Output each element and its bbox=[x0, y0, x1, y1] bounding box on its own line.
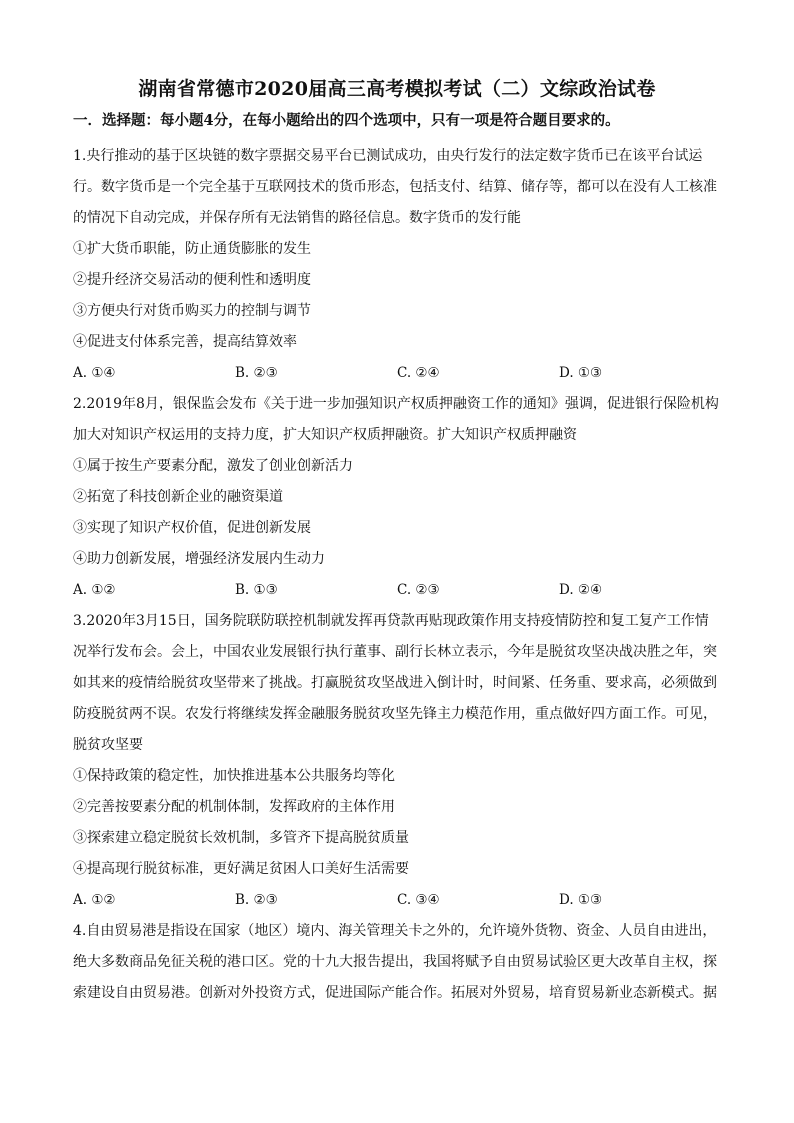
choice-a: A. ①② bbox=[73, 582, 116, 598]
choice-b: B. ①③ bbox=[235, 582, 278, 598]
statement-option: ③方便央行对货币购买力的控制与调节 bbox=[73, 303, 311, 319]
exam-page bbox=[73, 76, 721, 1009]
question-text-line: 4.自由贸易港是指设在国家（地区）境内、海关管理关卡之外的，允许境外货物、资金、人员自由进出， bbox=[73, 923, 717, 939]
question-text-line: 如其来的疫情给脱贫攻坚带来了挑战。打赢脱贫攻坚战进入倒计时，时间紧、任务重、要求高，必须做到 bbox=[73, 675, 717, 691]
statement-option: ④提高现行脱贫标准，更好满足贫困人口美好生活需要 bbox=[73, 861, 409, 877]
statement-option: ①扩大货币职能，防止通货膨胀的发生 bbox=[73, 241, 311, 257]
choice-d: D. ②④ bbox=[559, 582, 603, 598]
choice-a: A. ①② bbox=[73, 892, 116, 908]
question-2 bbox=[73, 389, 721, 606]
question-1 bbox=[73, 141, 721, 389]
section-heading: 一．选择题：每小题4分，在每小题给出的四个选项中，只有一项是符合题目要求的。 bbox=[73, 112, 620, 129]
question-text-line: 索建设自由贸易港。创新对外投资方式，促进国际产能合作。拓展对外贸易，培育贸易新业态新模式。据 bbox=[73, 985, 717, 1001]
choice-c: C. ②④ bbox=[397, 365, 440, 381]
answer-choices bbox=[73, 885, 721, 916]
statement-option: ②提升经济交易活动的便利性和透明度 bbox=[73, 272, 311, 288]
choice-d: D. ①③ bbox=[559, 365, 603, 381]
choice-c: C. ③④ bbox=[397, 892, 440, 908]
choice-d: D. ①③ bbox=[559, 892, 603, 908]
statement-option: ①属于按生产要素分配，激发了创业创新活力 bbox=[73, 458, 353, 474]
question-text-line: 行。数字货币是一个完全基于互联网技术的货币形态，包括支付、结算、储存等，都可以在没有人工核准 bbox=[73, 179, 717, 195]
statement-option: ③探索建立稳定脱贫长效机制，多管齐下提高脱贫质量 bbox=[73, 830, 409, 846]
choice-b: B. ②③ bbox=[235, 365, 278, 381]
question-text-line: 的情况下自动完成，并保存所有无法销售的路径信息。数字货币的发行能 bbox=[73, 210, 521, 226]
question-text-line: 加大对知识产权运用的支持力度，扩大知识产权质押融资。扩大知识产权质押融资 bbox=[73, 427, 577, 443]
statement-option: ②拓宽了科技创新企业的融资渠道 bbox=[73, 489, 283, 505]
statement-option: ③实现了知识产权价值，促进创新发展 bbox=[73, 520, 311, 536]
choice-c: C. ②③ bbox=[397, 582, 440, 598]
exam-title: 湖南省常德市2020届高三高考模拟考试（二）文综政治试卷 bbox=[138, 78, 656, 100]
statement-option: ②完善按要素分配的机制体制，发挥政府的主体作用 bbox=[73, 799, 395, 815]
statement-option: ④助力创新发展，增强经济发展内生动力 bbox=[73, 551, 325, 567]
statement-option: ④促进支付体系完善，提高结算效率 bbox=[73, 334, 297, 350]
question-3 bbox=[73, 606, 721, 916]
statement-option: ①保持政策的稳定性，加快推进基本公共服务均等化 bbox=[73, 768, 395, 784]
question-4 bbox=[73, 916, 721, 1009]
answer-choices bbox=[73, 575, 721, 606]
question-text-line: 2.2019年8月，银保监会发布《关于进一步加强知识产权质押融资工作的通知》强调，促进银行保险机构 bbox=[73, 396, 719, 412]
question-text-line: 况举行发布会。会上，中国农业发展银行执行董事、副行长林立表示，今年是脱贫攻坚决战决胜之年，突 bbox=[73, 644, 717, 660]
question-text-line: 防疫脱贫两不误。农发行将继续发挥金融服务脱贫攻坚先锋主力模范作用，重点做好四方面工作。可见， bbox=[73, 706, 717, 722]
question-text-line: 1.央行推动的基于区块链的数字票据交易平台已测试成功，由央行发行的法定数字货币已在该平台试运 bbox=[73, 148, 703, 164]
answer-choices bbox=[73, 358, 721, 389]
choice-a: A. ①④ bbox=[73, 365, 116, 381]
question-text-line: 3.2020年3月15日，国务院联防联控机制就发挥再贷款再贴现政策作用支持疫情防控和复工复产工作情 bbox=[73, 613, 709, 629]
choice-b: B. ②③ bbox=[235, 892, 278, 908]
question-text-line: 绝大多数商品免征关税的港口区。党的十九大报告提出，我国将赋予自由贸易试验区更大改革自主权，探 bbox=[73, 954, 717, 970]
question-text-line: 脱贫攻坚要 bbox=[73, 737, 143, 753]
